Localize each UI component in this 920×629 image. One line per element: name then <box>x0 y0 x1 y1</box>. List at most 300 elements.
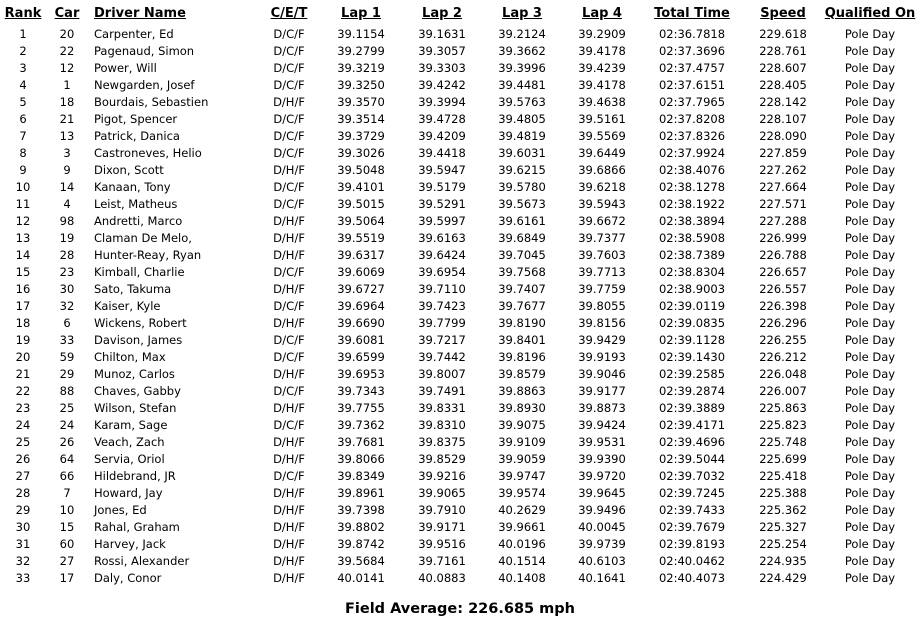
cell-total-time: 02:38.9003 <box>658 282 726 296</box>
cell-lap3: 39.7568 <box>498 265 546 279</box>
cell-driver: Power, Will <box>94 61 157 75</box>
cell-lap4: 39.6672 <box>578 214 626 228</box>
cell-cet: D/C/F <box>273 146 305 160</box>
cell-total-time: 02:38.5908 <box>658 231 726 245</box>
cell-speed: 225.863 <box>759 401 807 415</box>
cell-speed: 226.999 <box>759 231 807 245</box>
cell-total-time: 02:38.4076 <box>658 163 726 177</box>
cell-lap4: 39.6449 <box>578 146 626 160</box>
cell-lap1: 39.7681 <box>337 435 385 449</box>
cell-lap3: 39.5780 <box>498 180 546 194</box>
cell-rank: 14 <box>15 248 31 262</box>
cell-lap2: 39.8310 <box>418 418 466 432</box>
cell-rank: 22 <box>15 384 31 398</box>
cell-qualified-on: Pole Day <box>844 214 896 228</box>
cell-rank: 19 <box>15 333 31 347</box>
col-header-lap1: Lap 1 <box>341 5 381 21</box>
cell-driver: Howard, Jay <box>94 486 163 500</box>
table-row <box>0 349 916 366</box>
cell-cet: D/H/F <box>273 367 305 381</box>
cell-lap1: 39.3219 <box>337 61 385 75</box>
cell-qualified-on: Pole Day <box>844 282 896 296</box>
cell-car: 29 <box>59 367 75 381</box>
cell-lap2: 39.4418 <box>418 146 466 160</box>
cell-lap2: 39.9516 <box>418 537 466 551</box>
cell-lap4: 40.1641 <box>578 571 626 585</box>
table-row <box>0 434 916 451</box>
cell-rank: 9 <box>19 163 27 177</box>
cell-lap3: 39.9574 <box>498 486 546 500</box>
cell-rank: 2 <box>19 44 27 58</box>
cell-driver: Sato, Takuma <box>94 282 172 296</box>
cell-lap2: 39.8375 <box>418 435 466 449</box>
cell-lap4: 39.9390 <box>578 452 626 466</box>
cell-rank: 16 <box>15 282 31 296</box>
cell-lap2: 39.7423 <box>418 299 466 313</box>
cell-lap2: 39.4242 <box>418 78 466 92</box>
cell-total-time: 02:40.0462 <box>658 554 726 568</box>
cell-lap1: 39.7398 <box>337 503 385 517</box>
cell-lap2: 39.7799 <box>418 316 466 330</box>
cell-lap3: 39.9075 <box>498 418 546 432</box>
cell-lap4: 39.9645 <box>578 486 626 500</box>
cell-qualified-on: Pole Day <box>844 418 896 432</box>
cell-cet: D/H/F <box>273 486 305 500</box>
cell-car: 9 <box>63 163 71 177</box>
cell-lap1: 39.6069 <box>337 265 385 279</box>
cell-car: 17 <box>59 571 75 585</box>
cell-car: 15 <box>59 520 75 534</box>
cell-cet: D/C/F <box>273 27 305 41</box>
cell-speed: 226.212 <box>759 350 807 364</box>
cell-driver: Carpenter, Ed <box>94 27 174 41</box>
cell-lap4: 39.9193 <box>578 350 626 364</box>
cell-driver: Pigot, Spencer <box>94 112 178 126</box>
cell-cet: D/H/F <box>273 401 305 415</box>
cell-rank: 15 <box>15 265 31 279</box>
cell-speed: 225.699 <box>759 452 807 466</box>
cell-qualified-on: Pole Day <box>844 163 896 177</box>
cell-total-time: 02:39.3889 <box>658 401 726 415</box>
cell-lap3: 39.4805 <box>498 112 546 126</box>
cell-total-time: 02:39.7032 <box>658 469 726 483</box>
cell-qualified-on: Pole Day <box>844 61 896 75</box>
table-row <box>0 485 916 502</box>
cell-lap4: 39.9429 <box>578 333 626 347</box>
cell-qualified-on: Pole Day <box>844 537 896 551</box>
col-header-driver: Driver Name <box>94 5 186 21</box>
cell-lap1: 39.7362 <box>337 418 385 432</box>
cell-lap4: 39.9496 <box>578 503 626 517</box>
col-header-rank: Rank <box>4 5 42 21</box>
cell-driver: Wilson, Stefan <box>94 401 177 415</box>
cell-cet: D/H/F <box>273 520 305 534</box>
table-row <box>0 94 916 111</box>
cell-qualified-on: Pole Day <box>844 299 896 313</box>
cell-lap1: 39.3729 <box>337 129 385 143</box>
cell-car: 10 <box>59 503 75 517</box>
table-row <box>0 315 916 332</box>
cell-speed: 228.142 <box>759 95 807 109</box>
cell-qualified-on: Pole Day <box>844 520 896 534</box>
cell-driver: Jones, Ed <box>94 503 147 517</box>
table-row <box>0 196 916 213</box>
cell-lap2: 39.5997 <box>418 214 466 228</box>
cell-cet: D/H/F <box>273 163 305 177</box>
cell-lap3: 39.5763 <box>498 95 546 109</box>
cell-rank: 11 <box>15 197 31 211</box>
cell-total-time: 02:38.1278 <box>658 180 726 194</box>
cell-rank: 13 <box>15 231 31 245</box>
cell-lap4: 39.7377 <box>578 231 626 245</box>
cell-rank: 3 <box>19 61 27 75</box>
col-header-cet: C/E/T <box>270 5 308 21</box>
col-header-car: Car <box>54 5 80 21</box>
table-row <box>0 468 916 485</box>
cell-lap1: 39.3570 <box>337 95 385 109</box>
cell-lap4: 39.9424 <box>578 418 626 432</box>
cell-driver: Chilton, Max <box>94 350 166 364</box>
cell-speed: 225.823 <box>759 418 807 432</box>
cell-car: 3 <box>63 146 71 160</box>
cell-car: 33 <box>59 333 75 347</box>
cell-cet: D/H/F <box>273 214 305 228</box>
cell-qualified-on: Pole Day <box>844 78 896 92</box>
cell-lap4: 39.4178 <box>578 44 626 58</box>
cell-driver: Munoz, Carlos <box>94 367 175 381</box>
cell-lap4: 39.9739 <box>578 537 626 551</box>
cell-qualified-on: Pole Day <box>844 197 896 211</box>
cell-lap2: 39.4728 <box>418 112 466 126</box>
cell-lap2: 39.6954 <box>418 265 466 279</box>
table-row <box>0 43 916 60</box>
cell-qualified-on: Pole Day <box>844 180 896 194</box>
cell-rank: 5 <box>19 95 27 109</box>
cell-lap1: 39.8742 <box>337 537 385 551</box>
cell-rank: 12 <box>15 214 31 228</box>
cell-lap3: 39.4819 <box>498 129 546 143</box>
cell-driver: Claman De Melo, <box>94 231 192 245</box>
cell-lap2: 39.3994 <box>418 95 466 109</box>
cell-car: 20 <box>59 27 75 41</box>
cell-lap1: 39.5684 <box>337 554 385 568</box>
cell-lap2: 39.3057 <box>418 44 466 58</box>
cell-total-time: 02:39.4696 <box>658 435 726 449</box>
cell-cet: D/H/F <box>273 435 305 449</box>
cell-speed: 227.859 <box>759 146 807 160</box>
table-row <box>0 451 916 468</box>
cell-lap2: 39.9216 <box>418 469 466 483</box>
cell-lap3: 39.6215 <box>498 163 546 177</box>
cell-lap3: 39.9747 <box>498 469 546 483</box>
cell-lap1: 39.8961 <box>337 486 385 500</box>
table-row <box>0 111 916 128</box>
cell-rank: 24 <box>15 418 31 432</box>
cell-cet: D/H/F <box>273 248 305 262</box>
cell-speed: 225.418 <box>759 469 807 483</box>
cell-lap3: 39.9059 <box>498 452 546 466</box>
cell-total-time: 02:37.9924 <box>658 146 726 160</box>
cell-total-time: 02:38.3894 <box>658 214 726 228</box>
cell-lap2: 39.5179 <box>418 180 466 194</box>
cell-speed: 227.288 <box>759 214 807 228</box>
cell-cet: D/H/F <box>273 95 305 109</box>
cell-speed: 227.571 <box>759 197 807 211</box>
cell-car: 25 <box>59 401 75 415</box>
cell-total-time: 02:39.7433 <box>658 503 726 517</box>
cell-total-time: 02:38.1922 <box>658 197 726 211</box>
cell-total-time: 02:39.5044 <box>658 452 726 466</box>
table-row <box>0 213 916 230</box>
cell-qualified-on: Pole Day <box>844 112 896 126</box>
cell-cet: D/C/F <box>273 197 305 211</box>
cell-lap3: 39.3996 <box>498 61 546 75</box>
cell-driver: Kaiser, Kyle <box>94 299 161 313</box>
cell-car: 6 <box>63 316 71 330</box>
cell-rank: 33 <box>15 571 31 585</box>
cell-speed: 227.262 <box>759 163 807 177</box>
cell-total-time: 02:36.7818 <box>658 27 726 41</box>
cell-car: 22 <box>59 44 75 58</box>
cell-total-time: 02:39.4171 <box>658 418 726 432</box>
cell-cet: D/H/F <box>273 316 305 330</box>
table-row <box>0 247 916 264</box>
cell-driver: Pagenaud, Simon <box>94 44 195 58</box>
cell-lap2: 39.4209 <box>418 129 466 143</box>
cell-rank: 21 <box>15 367 31 381</box>
cell-lap3: 39.6849 <box>498 231 546 245</box>
cell-cet: D/C/F <box>273 78 305 92</box>
cell-total-time: 02:39.7245 <box>658 486 726 500</box>
table-row <box>0 502 916 519</box>
cell-qualified-on: Pole Day <box>844 265 896 279</box>
cell-lap1: 39.7755 <box>337 401 385 415</box>
cell-lap2: 39.3303 <box>418 61 466 75</box>
cell-lap1: 39.5048 <box>337 163 385 177</box>
table-row <box>0 26 916 43</box>
cell-lap3: 39.8930 <box>498 401 546 415</box>
cell-qualified-on: Pole Day <box>844 452 896 466</box>
cell-lap1: 39.8066 <box>337 452 385 466</box>
col-header-speed: Speed <box>760 5 806 21</box>
cell-total-time: 02:37.8326 <box>658 129 726 143</box>
cell-lap4: 39.9046 <box>578 367 626 381</box>
cell-driver: Kanaan, Tony <box>94 180 171 194</box>
cell-rank: 17 <box>15 299 31 313</box>
cell-lap1: 39.7343 <box>337 384 385 398</box>
cell-lap4: 39.5569 <box>578 129 626 143</box>
cell-lap3: 40.1408 <box>498 571 546 585</box>
cell-lap3: 40.2629 <box>498 503 546 517</box>
cell-speed: 225.362 <box>759 503 807 517</box>
cell-lap2: 39.9065 <box>418 486 466 500</box>
cell-lap3: 40.1514 <box>498 554 546 568</box>
table-row <box>0 536 916 553</box>
cell-lap4: 39.4239 <box>578 61 626 75</box>
cell-total-time: 02:39.1430 <box>658 350 726 364</box>
cell-lap3: 39.9661 <box>498 520 546 534</box>
cell-driver: Wickens, Robert <box>94 316 187 330</box>
cell-cet: D/H/F <box>273 452 305 466</box>
cell-cet: D/H/F <box>273 282 305 296</box>
cell-lap4: 39.5161 <box>578 112 626 126</box>
cell-lap3: 39.8579 <box>498 367 546 381</box>
cell-qualified-on: Pole Day <box>844 435 896 449</box>
cell-speed: 226.296 <box>759 316 807 330</box>
cell-speed: 227.664 <box>759 180 807 194</box>
cell-rank: 7 <box>19 129 27 143</box>
cell-speed: 226.048 <box>759 367 807 381</box>
cell-car: 30 <box>59 282 75 296</box>
cell-lap1: 39.3514 <box>337 112 385 126</box>
cell-lap1: 39.5064 <box>337 214 385 228</box>
cell-rank: 28 <box>15 486 31 500</box>
cell-qualified-on: Pole Day <box>844 27 896 41</box>
cell-driver: Veach, Zach <box>94 435 165 449</box>
cell-lap4: 40.6103 <box>578 554 626 568</box>
cell-total-time: 02:38.7389 <box>658 248 726 262</box>
cell-driver: Andretti, Marco <box>94 214 183 228</box>
table-row <box>0 162 916 179</box>
cell-cet: D/C/F <box>273 333 305 347</box>
cell-car: 24 <box>59 418 75 432</box>
cell-rank: 31 <box>15 537 31 551</box>
cell-lap1: 39.6599 <box>337 350 385 364</box>
cell-driver: Hunter-Reay, Ryan <box>94 248 202 262</box>
cell-qualified-on: Pole Day <box>844 333 896 347</box>
cell-car: 26 <box>59 435 75 449</box>
cell-lap1: 39.3026 <box>337 146 385 160</box>
cell-car: 98 <box>59 214 75 228</box>
cell-lap1: 39.8802 <box>337 520 385 534</box>
cell-car: 14 <box>59 180 75 194</box>
cell-cet: D/C/F <box>273 180 305 194</box>
cell-speed: 228.090 <box>759 129 807 143</box>
cell-lap1: 39.6317 <box>337 248 385 262</box>
table-row <box>0 400 916 417</box>
cell-total-time: 02:39.7679 <box>658 520 726 534</box>
cell-rank: 29 <box>15 503 31 517</box>
header-row <box>0 0 916 26</box>
cell-car: 60 <box>59 537 75 551</box>
table-row <box>0 383 916 400</box>
cell-rank: 4 <box>19 78 27 92</box>
cell-car: 28 <box>59 248 75 262</box>
cell-lap3: 39.9109 <box>498 435 546 449</box>
cell-rank: 26 <box>15 452 31 466</box>
cell-lap4: 39.5943 <box>578 197 626 211</box>
cell-car: 21 <box>59 112 75 126</box>
cell-lap1: 39.1154 <box>337 27 385 41</box>
cell-lap2: 39.5291 <box>418 197 466 211</box>
cell-lap3: 39.7407 <box>498 282 546 296</box>
cell-qualified-on: Pole Day <box>844 129 896 143</box>
cell-driver: Davison, James <box>94 333 183 347</box>
cell-lap4: 39.9531 <box>578 435 626 449</box>
cell-total-time: 02:39.0835 <box>658 316 726 330</box>
cell-driver: Chaves, Gabby <box>94 384 181 398</box>
cell-rank: 1 <box>19 27 27 41</box>
cell-total-time: 02:37.3696 <box>658 44 726 58</box>
cell-driver: Karam, Sage <box>94 418 168 432</box>
cell-cet: D/H/F <box>273 537 305 551</box>
cell-driver: Servia, Oriol <box>94 452 165 466</box>
cell-lap2: 39.8007 <box>418 367 466 381</box>
cell-total-time: 02:39.2874 <box>658 384 726 398</box>
cell-lap1: 39.6727 <box>337 282 385 296</box>
cell-rank: 27 <box>15 469 31 483</box>
cell-lap2: 40.0883 <box>418 571 466 585</box>
cell-total-time: 02:37.7965 <box>658 95 726 109</box>
table-row <box>0 366 916 383</box>
cell-car: 13 <box>59 129 75 143</box>
cell-lap3: 39.8863 <box>498 384 546 398</box>
cell-driver: Hildebrand, JR <box>94 469 176 483</box>
cell-qualified-on: Pole Day <box>844 486 896 500</box>
cell-car: 4 <box>63 197 71 211</box>
cell-speed: 226.788 <box>759 248 807 262</box>
cell-driver: Patrick, Danica <box>94 129 180 143</box>
table-row <box>0 179 916 196</box>
cell-speed: 225.254 <box>759 537 807 551</box>
cell-speed: 228.607 <box>759 61 807 75</box>
cell-lap3: 39.8196 <box>498 350 546 364</box>
cell-lap4: 39.6218 <box>578 180 626 194</box>
cell-qualified-on: Pole Day <box>844 571 896 585</box>
cell-car: 59 <box>59 350 75 364</box>
cell-speed: 228.405 <box>759 78 807 92</box>
col-header-total-time: Total Time <box>654 5 730 21</box>
cell-car: 66 <box>59 469 75 483</box>
cell-car: 32 <box>59 299 75 313</box>
table-row <box>0 264 916 281</box>
cell-lap1: 39.6964 <box>337 299 385 313</box>
cell-driver: Bourdais, Sebastien <box>94 95 209 109</box>
cell-car: 12 <box>59 61 75 75</box>
cell-lap3: 39.6161 <box>498 214 546 228</box>
cell-cet: D/C/F <box>273 265 305 279</box>
cell-qualified-on: Pole Day <box>844 316 896 330</box>
cell-lap3: 39.2124 <box>498 27 546 41</box>
cell-cet: D/C/F <box>273 384 305 398</box>
cell-driver: Leist, Matheus <box>94 197 178 211</box>
cell-lap4: 39.4638 <box>578 95 626 109</box>
cell-car: 64 <box>59 452 75 466</box>
cell-driver: Daly, Conor <box>94 571 162 585</box>
cell-cet: D/H/F <box>273 571 305 585</box>
cell-speed: 228.761 <box>759 44 807 58</box>
cell-lap2: 39.8331 <box>418 401 466 415</box>
cell-cet: D/C/F <box>273 350 305 364</box>
cell-rank: 6 <box>19 112 27 126</box>
cell-lap1: 39.8349 <box>337 469 385 483</box>
cell-rank: 20 <box>15 350 31 364</box>
table-row <box>0 332 916 349</box>
cell-lap3: 39.4481 <box>498 78 546 92</box>
cell-speed: 225.327 <box>759 520 807 534</box>
cell-speed: 226.657 <box>759 265 807 279</box>
cell-rank: 32 <box>15 554 31 568</box>
cell-lap1: 39.5015 <box>337 197 385 211</box>
cell-rank: 10 <box>15 180 31 194</box>
cell-cet: D/H/F <box>273 231 305 245</box>
cell-total-time: 02:40.4073 <box>658 571 726 585</box>
cell-lap4: 39.2909 <box>578 27 626 41</box>
cell-lap3: 39.6031 <box>498 146 546 160</box>
cell-rank: 23 <box>15 401 31 415</box>
cell-qualified-on: Pole Day <box>844 367 896 381</box>
table-row <box>0 519 916 536</box>
